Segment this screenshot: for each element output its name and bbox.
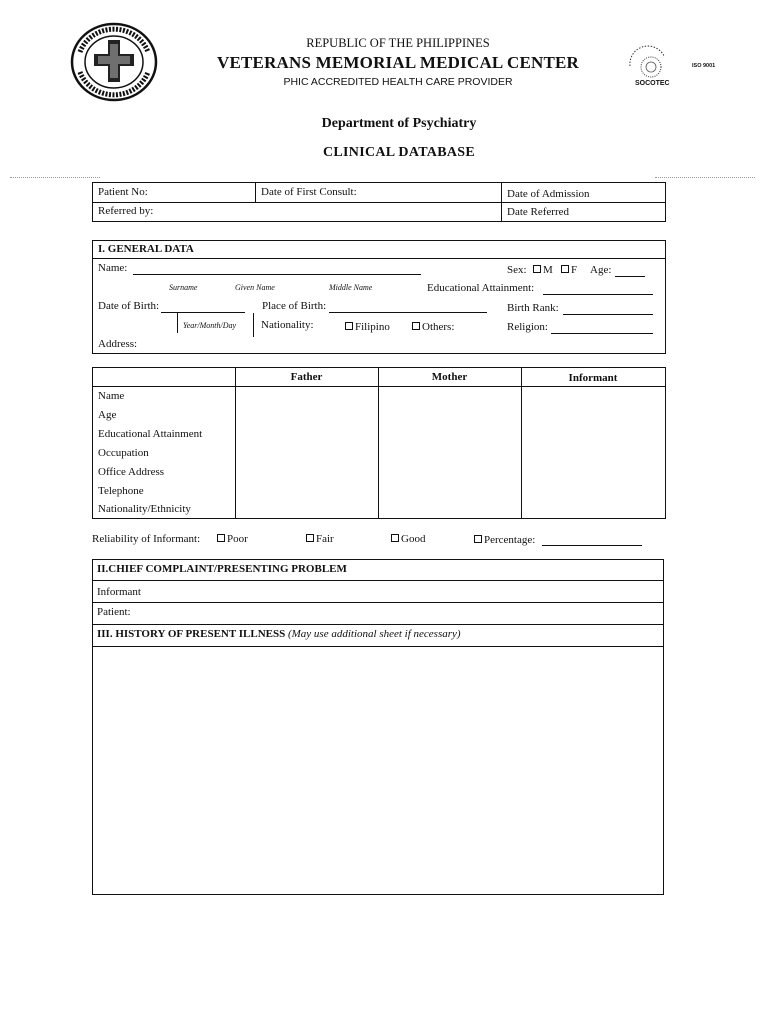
given-name-caption: Given Name (235, 283, 275, 292)
fair-label: Fair (316, 533, 334, 545)
father-column-header: Father (290, 371, 323, 383)
chief-complaint-section (92, 559, 664, 895)
patient-complaint-label: Patient: (97, 606, 131, 618)
poor-label: Poor (227, 533, 248, 545)
row-label-occupation: Occupation (98, 447, 149, 459)
place-of-birth-field[interactable] (329, 312, 487, 313)
sex-male-option[interactable] (533, 264, 553, 276)
chief-complaint-heading: II.CHIEF COMPLAINT/PRESENTING PROBLEM (97, 563, 347, 575)
reliability-percentage-option[interactable] (474, 534, 535, 546)
history-present-illness-area[interactable] (94, 648, 662, 892)
name-field[interactable] (133, 274, 421, 275)
first-consult-label: Date of First Consult: (261, 186, 357, 198)
row-label-name: Name (98, 390, 125, 402)
male-checkbox[interactable] (533, 265, 541, 273)
admission-date-label: Date of Admission (507, 188, 590, 200)
percentage-checkbox[interactable] (474, 535, 482, 543)
patient-info-box (92, 182, 666, 222)
educational-attainment-label: Educational Attainment: (427, 282, 535, 294)
patient-no-label: Patient No: (98, 186, 148, 198)
informant-complaint-label: Informant (97, 586, 141, 598)
religion-field[interactable] (551, 333, 653, 334)
good-checkbox[interactable] (391, 534, 399, 542)
hpi-note: (May use additional sheet if necessary) (287, 628, 461, 640)
middle-name-caption: Middle Name (329, 283, 373, 292)
sex-label: Sex: (507, 264, 527, 276)
row-label-office-address: Office Address (98, 466, 165, 478)
socotec-label: SOCOTEC (635, 80, 670, 87)
birth-rank-field[interactable] (563, 314, 653, 315)
date-referred-label: Date Referred (507, 206, 569, 218)
filipino-label: Filipino (355, 321, 390, 333)
educational-attainment-field[interactable] (543, 294, 653, 295)
others-label: Others: (422, 321, 455, 333)
department-title: Department of Psychiatry (321, 116, 477, 131)
reliability-poor-option[interactable] (217, 533, 248, 545)
place-of-birth-label: Place of Birth: (262, 300, 327, 312)
informant-column-header: Informant (568, 372, 618, 384)
male-label: M (543, 264, 553, 276)
mother-column-header: Mother (431, 371, 468, 383)
female-checkbox[interactable] (561, 265, 569, 273)
row-label-nationality: Nationality/Ethnicity (98, 503, 191, 515)
hospital-name: VETERANS MEMORIAL MEDICAL CENTER (216, 53, 580, 72)
religion-label: Religion: (507, 321, 548, 333)
good-label: Good (401, 533, 426, 545)
hpi-heading-row (97, 628, 461, 640)
form-title: CLINICAL DATABASE (322, 145, 475, 160)
hpi-heading: III. HISTORY OF PRESENT ILLNESS (97, 628, 286, 640)
date-of-birth-field[interactable] (161, 312, 245, 313)
age-field[interactable] (615, 276, 645, 277)
percentage-field[interactable] (542, 545, 642, 546)
reliability-good-option[interactable] (391, 533, 425, 545)
date-of-birth-label: Date of Birth: (98, 300, 160, 312)
percentage-label: Percentage: (484, 534, 536, 546)
others-option[interactable] (412, 321, 454, 333)
reliability-label: Reliability of Informant: (92, 533, 201, 545)
surname-caption: Surname (169, 283, 198, 292)
hospital-seal (70, 22, 158, 102)
poor-checkbox[interactable] (217, 534, 225, 542)
date-format-caption: Year/Month/Day (183, 321, 237, 330)
general-data-heading: I. GENERAL DATA (98, 243, 194, 255)
family-table (92, 367, 666, 519)
iso-label: ISO 9001 (692, 63, 716, 69)
fair-checkbox[interactable] (306, 534, 314, 542)
reliability-fair-option[interactable] (306, 533, 334, 545)
address-label: Address: (98, 338, 138, 350)
referred-by-label: Referred by: (98, 205, 154, 217)
general-data-section (92, 240, 666, 354)
female-label: F (571, 264, 578, 276)
republic-line: REPUBLIC OF THE PHILIPPINES (306, 36, 490, 50)
age-label: Age: (590, 264, 612, 276)
nationality-label: Nationality: (261, 319, 314, 331)
filipino-option[interactable] (345, 321, 390, 333)
accreditation-line: PHIC ACCREDITED HEALTH CARE PROVIDER (283, 76, 513, 88)
filipino-checkbox[interactable] (345, 322, 353, 330)
birth-rank-label: Birth Rank: (507, 302, 559, 314)
row-label-age: Age (98, 409, 117, 421)
name-label: Name: (98, 262, 128, 274)
sex-female-option[interactable] (561, 264, 577, 276)
row-label-telephone: Telephone (98, 485, 144, 497)
row-label-education: Educational Attainment (98, 428, 203, 440)
others-checkbox[interactable] (412, 322, 420, 330)
